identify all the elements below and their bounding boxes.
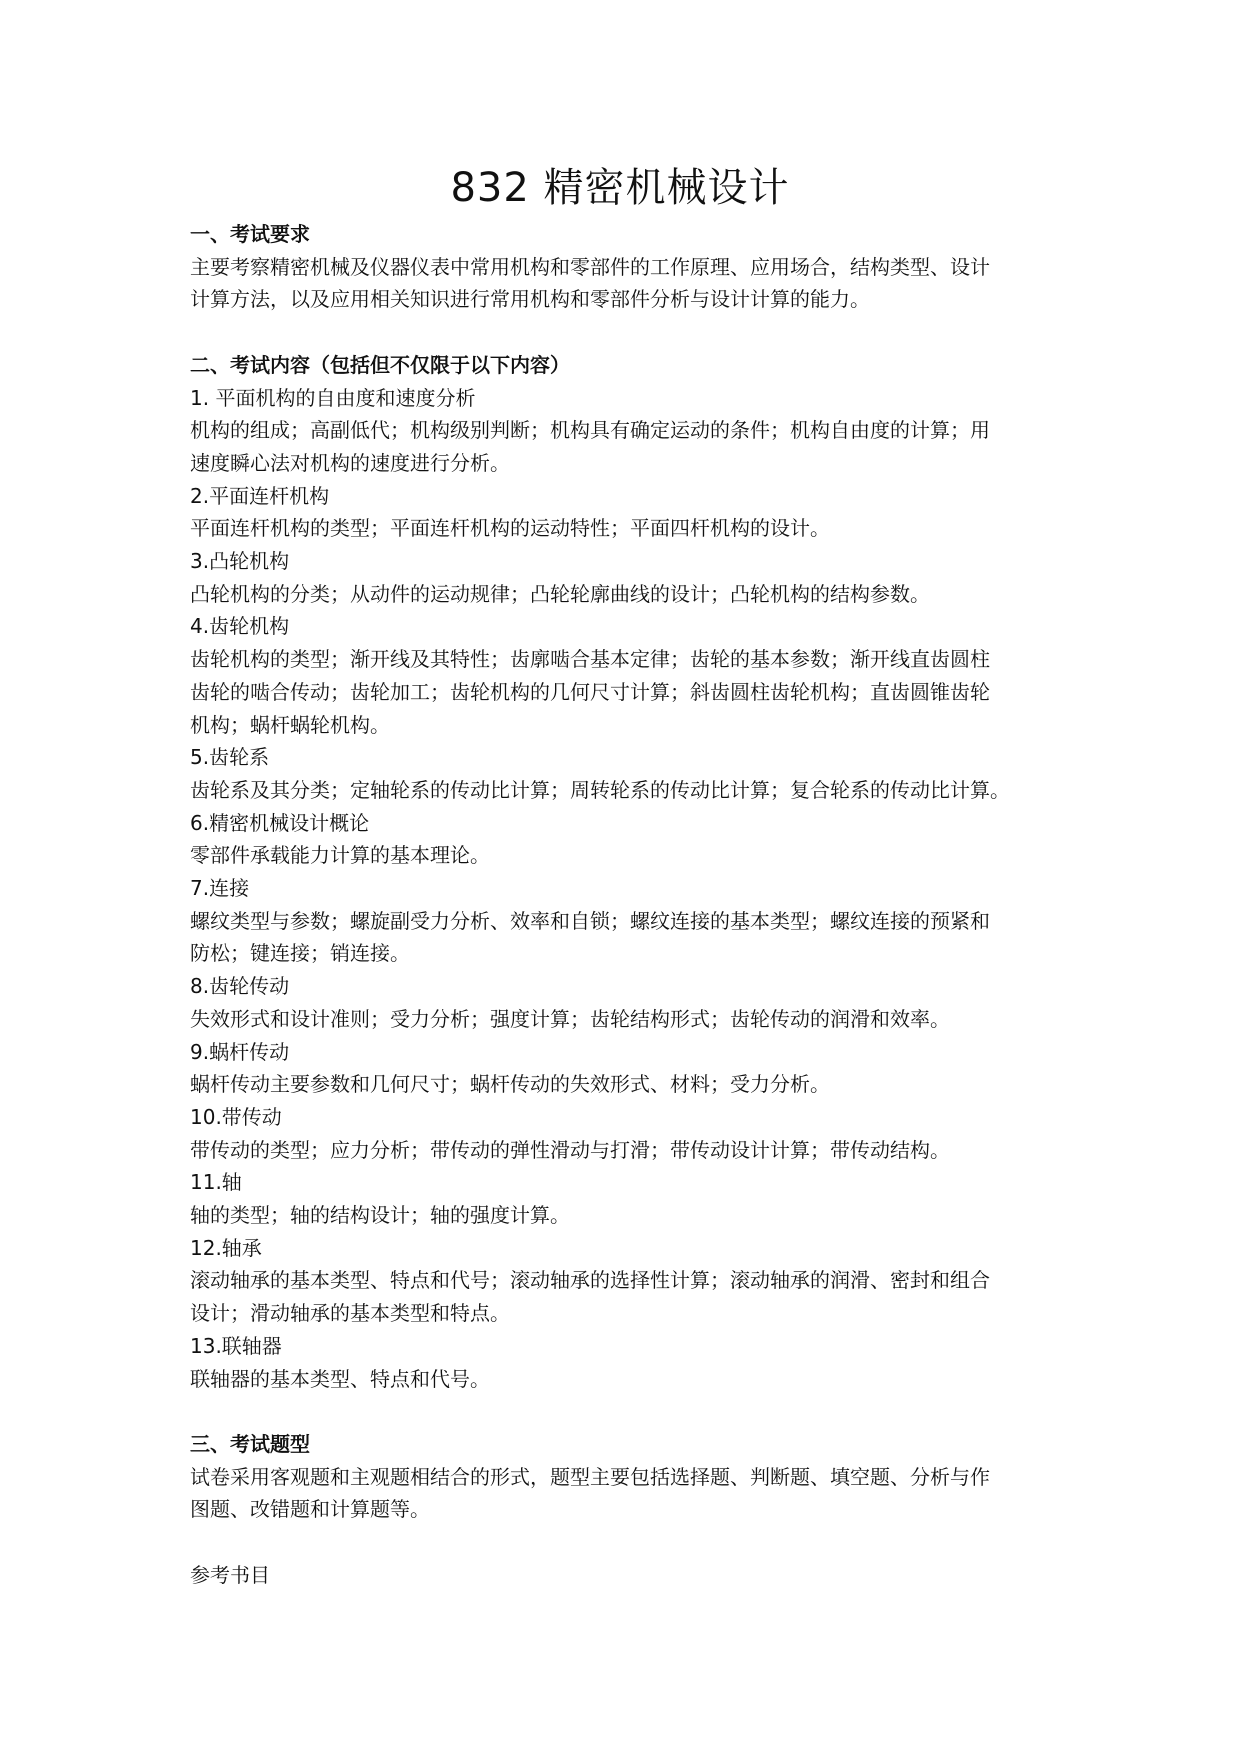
content-item-text: 螺纹类型与参数；螺旋副受力分析、效率和自锁；螺纹连接的基本类型；螺纹连接的预紧和 [190,908,990,933]
spacer [190,1395,1060,1428]
content-item-title: 13.联轴器 [190,1333,282,1358]
references-heading: 参考书目 [190,1562,270,1587]
content-item-text: 齿轮机构的类型；渐开线及其特性；齿廓啮合基本定律；齿轮的基本参数；渐开线直齿圆柱 [190,647,990,672]
content-item [190,1232,1060,1330]
content-item-text: 零部件承载能力计算的基本理论。 [190,843,490,868]
section-heading-question-types: 三、考试题型 [190,1431,310,1456]
content-item [190,1036,1060,1101]
content-item [190,1166,1060,1231]
content-item-title: 2.平面连杆机构 [190,483,330,508]
content-item-text: 联轴器的基本类型、特点和代号。 [190,1366,490,1391]
content-item [190,480,1060,545]
content-item [190,1330,1060,1395]
content-item-title: 6.精密机械设计概论 [190,810,370,835]
document-title: 832 精密机械设计 [450,165,790,211]
content-item-text: 平面连杆机构的类型；平面连杆机构的运动特性；平面四杆机构的设计。 [190,516,830,541]
content-item-title: 7.连接 [190,876,250,901]
content-item-text: 失效形式和设计准则；受力分析；强度计算；齿轮结构形式；齿轮传动的润滑和效率。 [190,1006,950,1031]
content-item-text: 设计；滑动轴承的基本类型和特点。 [190,1301,510,1326]
content-item [190,872,1060,970]
section-heading-content: 二、考试内容（包括但不仅限于以下内容） [190,352,570,377]
content-item [190,382,1060,480]
content-item-text: 轴的类型；轴的结构设计；轴的强度计算。 [190,1203,570,1228]
content-item [190,741,1060,806]
section-heading-requirements: 一、考试要求 [190,222,310,246]
content-item-text: 机构；蜗杆蜗轮机构。 [190,712,390,737]
content-item [190,610,1060,741]
content-item [190,807,1060,872]
content-item-text: 机构的组成；高副低代；机构级别判断；机构具有确定运动的条件；机构自由度的计算；用 [190,418,990,443]
content-item-title: 1. 平面机构的自由度和速度分析 [190,385,476,410]
question-types-text-line-2: 图题、改错题和计算题等。 [190,1497,430,1522]
content-item-title: 12.轴承 [190,1235,262,1260]
requirements-text-line-2: 计算方法，以及应用相关知识进行常用机构和零部件分析与设计计算的能力。 [190,287,870,312]
content-item-text: 带传动的类型；应力分析；带传动的弹性滑动与打滑；带传动设计计算；带传动结构。 [190,1137,950,1162]
content-item-title: 9.蜗杆传动 [190,1039,290,1064]
content-item-title: 3.凸轮机构 [190,549,290,574]
spacer [190,1526,1060,1559]
content-item-text: 防松；键连接；销连接。 [190,941,410,966]
content-item-title: 8.齿轮传动 [190,974,290,999]
content-item [190,970,1060,1035]
document-body [190,218,1060,1591]
content-item-text: 滚动轴承的基本类型、特点和代号；滚动轴承的选择性计算；滚动轴承的润滑、密封和组合 [190,1268,990,1293]
content-item [190,1101,1060,1166]
content-item-title: 10.带传动 [190,1104,282,1129]
content-item-text: 蜗杆传动主要参数和几何尺寸；蜗杆传动的失效形式、材料；受力分析。 [190,1072,830,1097]
content-item-text: 凸轮机构的分类；从动件的运动规律；凸轮轮廓曲线的设计；凸轮机构的结构参数。 [190,581,930,606]
requirements-text-line-1: 主要考察精密机械及仪器仪表中常用机构和零部件的工作原理、应用场合，结构类型、设计 [190,254,990,279]
content-item [190,545,1060,610]
content-item-text: 速度瞬心法对机构的速度进行分析。 [190,450,510,475]
content-item-title: 5.齿轮系 [190,745,270,770]
content-item-text: 齿轮的啮合传动；齿轮加工；齿轮机构的几何尺寸计算；斜齿圆柱齿轮机构；直齿圆锥齿轮 [190,679,990,704]
content-item-title: 11.轴 [190,1170,242,1195]
content-item-text: 齿轮系及其分类；定轴轮系的传动比计算；周转轮系的传动比计算；复合轮系的传动比计算。 [190,777,1010,802]
spacer [190,316,1060,349]
question-types-text-line-1: 试卷采用客观题和主观题相结合的形式，题型主要包括选择题、判断题、填空题、分析与作 [190,1464,990,1489]
content-item-title: 4.齿轮机构 [190,614,290,639]
